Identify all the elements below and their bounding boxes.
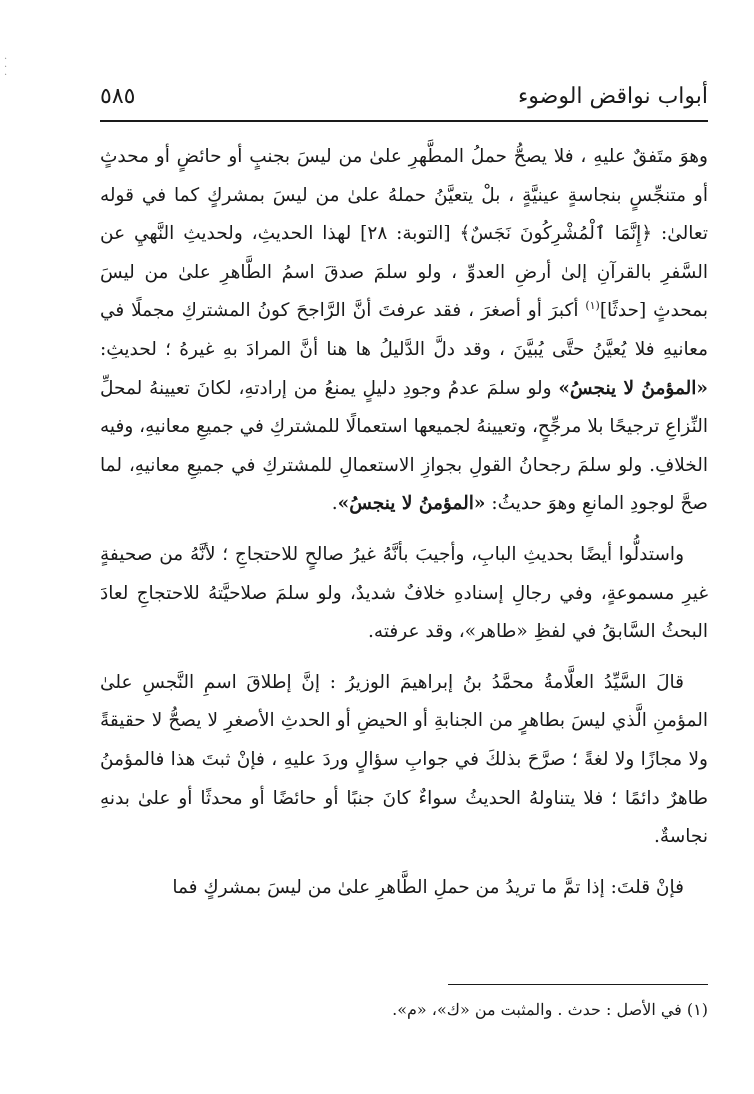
footnote: (١) في الأصل : حدث . والمثبت من «ك»، «م». [392,1000,708,1019]
paragraph-1-part-b: أكبرَ أو أصغرَ ، فقد عرفتَ أنَّ الرَّاجحَ كونُ المشتركِ مجملًا في معانيهِ فلا يُعيَّنُ حتَّى يُبيَّنَ ، وقد دلَّ الدَّليلُ ها هنا أنَّ المرادَ بهِ غيرهُ ؛ لحديثِ: [100,300,708,360]
margin-mark: · · · [4,54,8,81]
paragraph-3: قالَ السَّيِّدُ العلَّامةُ محمَّدُ بنُ إبراهيمَ الوزيرُ : إنَّ إطلاقَ اسمِ النَّجسِ علىٰ المؤمنِ الَّذي ليسَ بطاهرٍ من الجنابةِ أو الحيضِ أو الحدثِ الأصغرِ لا يصحُّ لا حقيقةً ولا مجازًا ولا لغةً ؛ صرَّحَ بذلكَ في جوابِ سؤالٍ وردَ عليهِ ، فإنْ ثبتَ هذا فالمؤمنُ طاهرٌ دائمًا ؛ فلا يتناولهُ الحديثُ سواءٌ كانَ جنبًا أو حائضًا أو محدثًا أو علىٰ بدنهِ نجاسةٌ. [100,671,708,848]
page-number: ٥٨٥ [100,84,136,109]
footnote-rule [448,984,708,985]
running-header [100,80,708,120]
hadith-quote: «المؤمنُ لا ينجسُ» [558,377,708,399]
hadith-quote-2: «المؤمنُ لا ينجسُ» [337,493,486,515]
paragraph-1-part-a: وهوَ متَفقٌ عليهِ ، فلا يصحُّ حملُ المطَّهرِ علىٰ من ليسَ بجنبٍ أو حائضٍ أو محدثٍ أو متنجِّسٍ بنجاسةٍ عينيَّةٍ ، بلْ يتعيَّنُ حملهُ علىٰ من ليسَ بمشركٍ كما في قوله تعالىٰ: ﴿إِنَّمَا ٱلْمُشْرِكُونَ نَجَسٌ﴾ [التوبة: ٢٨] لهذا الحديثِ، ولحديثِ النَّهيِ عن السَّفرِ بالقرآنِ إلىٰ أرضِ العدوِّ ، ولو سلمَ صدقَ اسمُ الطَّاهرِ علىٰ من ليسَ بمحدثٍ [حدثًا] [100,146,708,322]
paragraph-1-part-c: ولو سلمَ عدمُ وجودِ دليلٍ يمنعُ من إرادتهِ، لكانَ تعيينهُ لمحلِّ النِّزاعِ ترجيحًا بلا مرجِّحٍ، وتعيينهُ لجميعها استعمالًا للمشتركِ في جميعِ معانيهِ، وفيه الخلافِ. ولو سلمَ رجحانُ القولِ بجوازِ الاستعمالِ للمشتركِ في جميعِ معانيهِ، لما صحَّ لوجودِ المانعِ وهوَ حديثُ: [100,377,708,515]
paragraph-4: فإنْ قلتَ: إذا تمَّ ما تريدُ من حملِ الطَّاهرِ علىٰ من ليسَ بمشركٍ فما [172,876,684,898]
header-rule [100,120,708,122]
main-text [100,138,708,919]
paragraph-1-end: . [331,493,338,515]
paragraph-2: واستدلُّوا أيضًا بحديثِ البابِ، وأجيبَ بأنَّهُ غيرُ صالحٍ للاحتجاجِ ؛ لأنَّهُ من صحيفةٍ غيرِ مسموعةٍ، وفي رجالِ إسنادهِ خلافٌ شديدٌ، ولو سلمَ صلاحيَّتهُ للاحتجاجِ لعادَ البحثُ السَّابقُ في لفظِ «طاهر»، وقد عرفته. [100,543,708,643]
footnote-ref: (١) [585,299,600,313]
paragraph-1 [100,138,708,524]
chapter-title: أبواب نواقض الوضوء [517,84,708,109]
